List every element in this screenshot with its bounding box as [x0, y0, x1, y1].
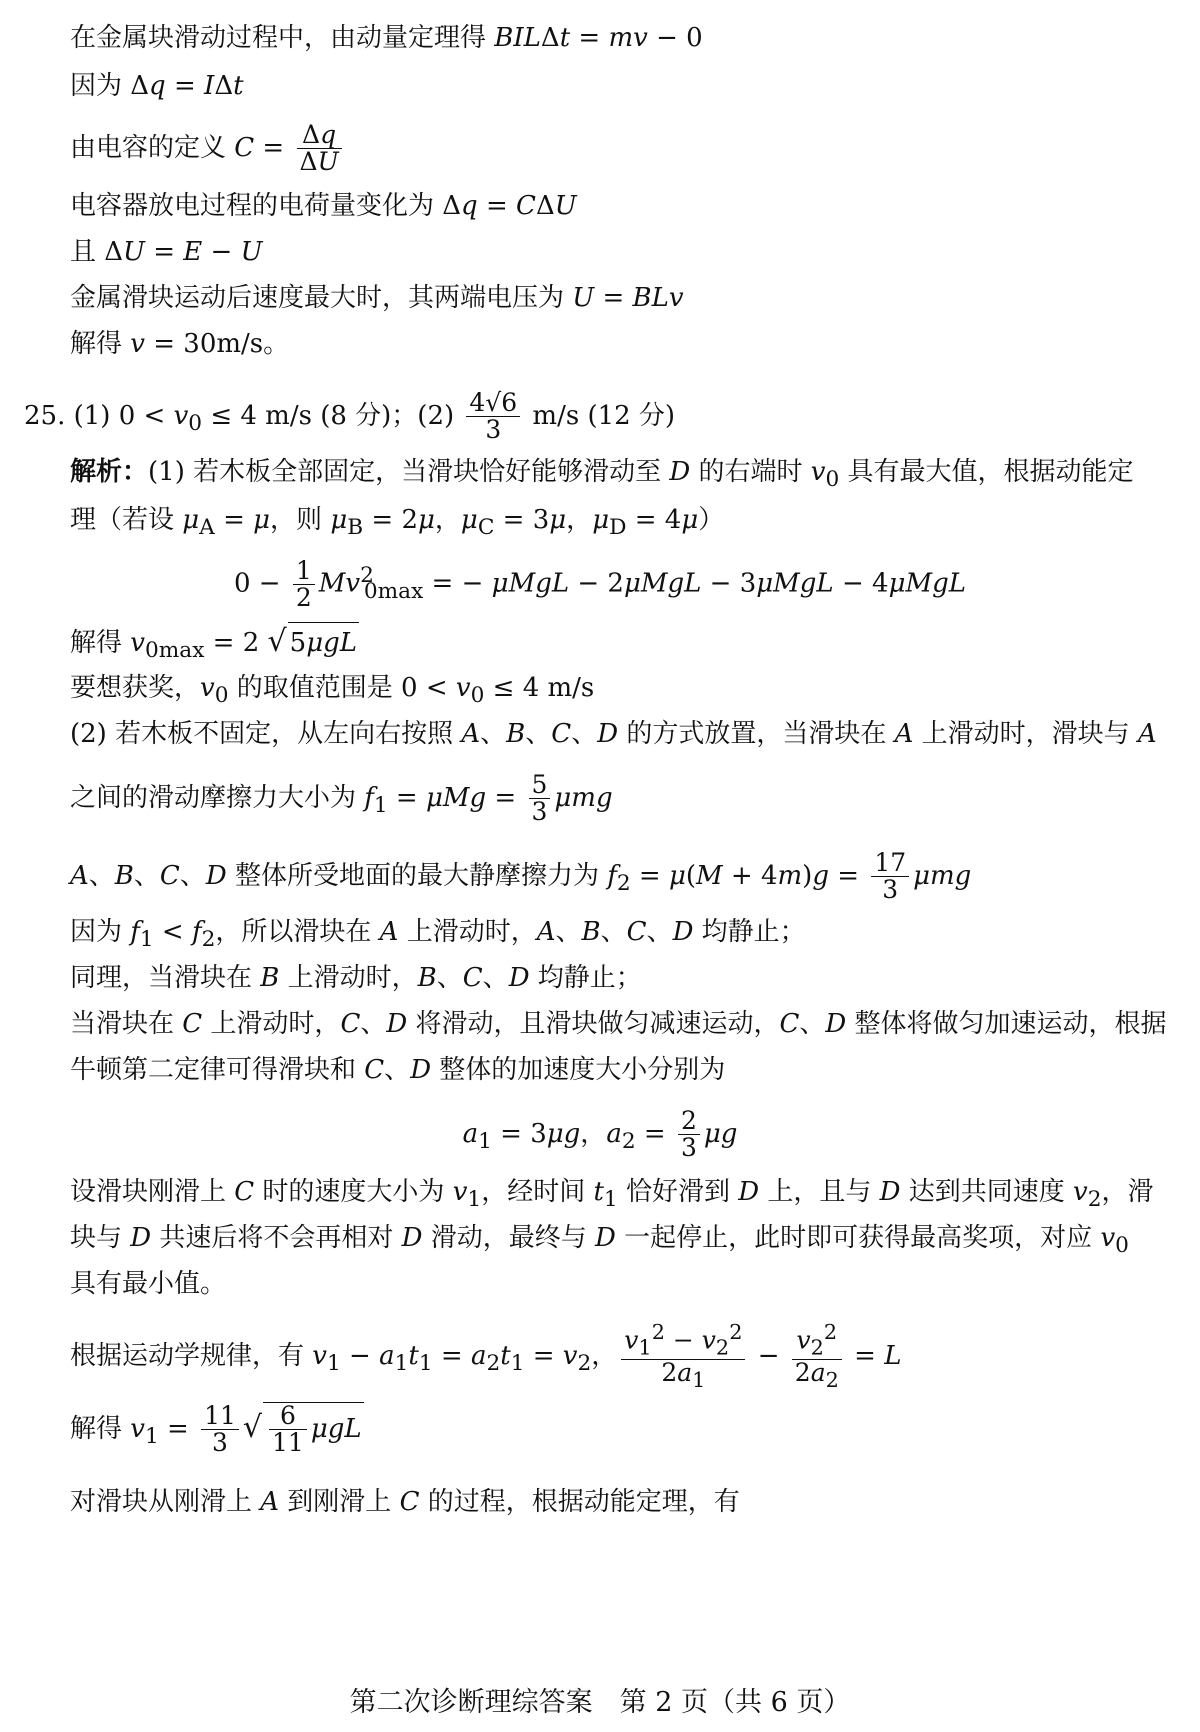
line-discharge: 电容器放电过程的电荷量变化为 Δq = CΔU: [70, 191, 577, 221]
line-kinematics: 根据运动学规律，有 $v_1 - a_1t_1 = a_2t_1 = v_2$， $\frac{v_1^2 - v_2^2}{2a_1}$ − $\frac{v_2^2}{2a_2}$ = L: [70, 1320, 902, 1393]
line-f2: A、B、C、D 整体所受地面的最大静摩擦力为 $f_2 = \mu(M + 4m)g$ = $\frac{17}{3}$ μmg: [70, 848, 972, 905]
line-analysis-2: 理（若设 $\mu_A = \mu$，则 $\mu_B = 2\mu$，$\mu_C = 3\mu$，$\mu_D = 4\mu$）: [70, 505, 725, 541]
line-max-speed: 金属滑块运动后速度最大时，其两端电压为 U = BLv: [70, 283, 684, 313]
line-v1-result: 解得 $v_1$ = $\frac{11}{3}$ √ $\frac{6}{11}$ μgL: [70, 1401, 362, 1458]
line-similar: 同理，当滑块在 B 上滑动时，B、C、D 均静止；: [70, 963, 642, 993]
line-f1: 之间的滑动摩擦力大小为 $f_1 = \mu Mg$ = $\frac{5}{3}$ μmg: [70, 770, 613, 827]
line-compare: 因为 $f_1 < f_2$，所以滑块在 A 上滑动时，A、B、C、D 均静止；: [70, 917, 806, 953]
line-capacitance: 由电容的定义 C = $\frac{\Delta q}{\Delta U}$: [70, 122, 346, 176]
line-v1-3: 具有最小值。: [70, 1269, 227, 1299]
equation-accel: $a_1 = 3\mu g$，$a_2$ = $\frac{2}{3}$ μg: [462, 1106, 738, 1163]
line-v1-1: 设滑块刚滑上 C 时的速度大小为 $v_1$，经时间 $t_1$ 恰好滑到 D 上，且与 D 达到共同速度 $v_2$，滑: [70, 1177, 1154, 1213]
line-v0max: 解得 $v_{0max} = 2$ √ 5μgL: [70, 624, 358, 664]
page-footer: 第二次诊断理综答案 第 2 页（共 6 页）: [349, 1687, 851, 1718]
line-result-v: 解得 v = 30m/s。: [70, 329, 290, 359]
line-v1-2: 块与 D 共速后将不会再相对 D 滑动，最终与 D 一起停止，此时即可获得最高奖项，对应 $v_0$: [70, 1223, 1129, 1259]
line-momentum: 在金属块滑动过程中，由动量定理得 BILΔt = mv − 0: [70, 23, 703, 53]
line-on-c-1: 当滑块在 C 上滑动时，C、D 将滑动，且滑块做匀减速运动，C、D 整体将做匀加速运动，根据: [70, 1009, 1167, 1039]
question-25-answer: 25. (1) $0 < v_0 \le 4$ m/s (8 分)；(2) $\frac{4√6}{3}$ m/s (12 分): [24, 388, 676, 445]
equation-energy: 0 − $\frac{1}{2}$ $Mv^2_{0max}$ = − μMgL − 2μMgL − 3μMgL − 4μMgL: [233, 555, 966, 613]
line-range: 要想获奖，$v_0$ 的取值范围是 $0 < v_0 \le 4$ m/s: [70, 673, 595, 709]
line-part2-1: (2) 若木板不固定，从左向右按照 A、B、C、D 的方式放置，当滑块在 A 上滑动时，滑块与 A: [70, 719, 1157, 749]
line-voltage-diff: 且 ΔU = E − U: [70, 237, 263, 267]
line-analysis-1: 解析：(1) 若木板全部固定，当滑块恰好能够滑动至 D 的右端时 $v_0$ 具有最大值，根据动能定: [70, 457, 1134, 493]
line-charge: 因为 Δq = IΔt: [70, 71, 244, 101]
line-last: 对滑块从刚滑上 A 到刚滑上 C 的过程，根据动能定理，有: [70, 1487, 740, 1517]
line-on-c-2: 牛顿第二定律可得滑块和 C、D 整体的加速度大小分别为: [70, 1055, 726, 1085]
